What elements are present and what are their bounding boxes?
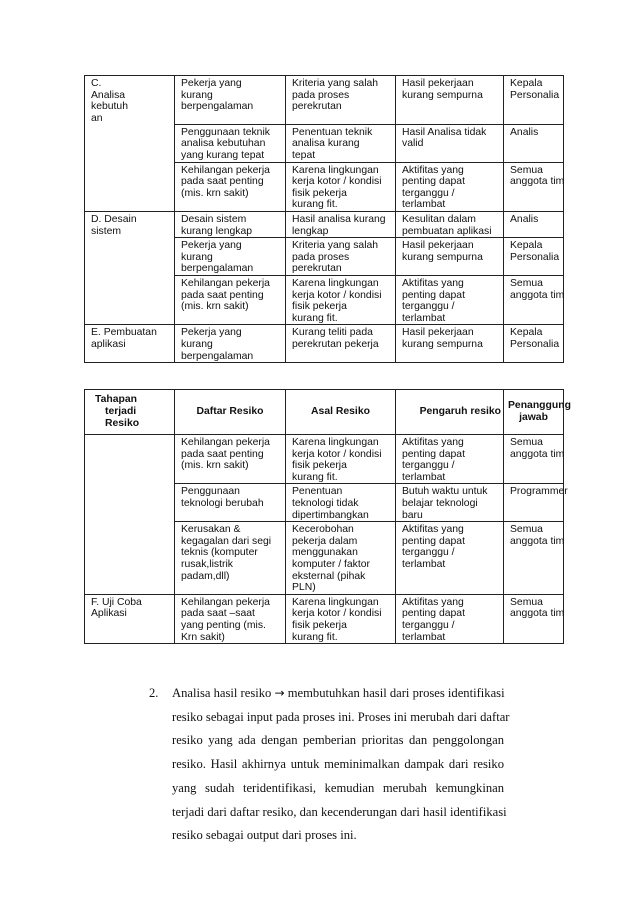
cell-text-line: kurang fit. bbox=[292, 312, 338, 324]
cell-text-line: (mis. krn sakit) bbox=[181, 301, 249, 313]
cell-text-line: Karena lingkungan bbox=[292, 437, 379, 448]
cell-text-line: Penentuan teknik bbox=[292, 126, 373, 138]
cell-text-line: Personalia bbox=[510, 89, 560, 101]
cell-pengaruh bbox=[396, 484, 504, 522]
cell-pj bbox=[504, 212, 564, 238]
cell-text-line: E. Pembuatan bbox=[91, 327, 157, 339]
cell-text-line: perekrutan pekerja bbox=[292, 338, 379, 350]
cell-text-line: Semua bbox=[510, 437, 543, 448]
cell-pj bbox=[504, 124, 564, 162]
cell-asal bbox=[286, 325, 396, 363]
cell-text-line: F. Uji Coba bbox=[91, 596, 142, 608]
table-row bbox=[85, 162, 564, 211]
cell-text-line: anggota tim bbox=[510, 176, 565, 188]
cell-text-line: Analis bbox=[510, 214, 539, 226]
cell-tahap bbox=[85, 76, 175, 125]
cell-text-line: Karena lingkungan bbox=[292, 164, 379, 176]
cell-text-line: belajar teknologi bbox=[402, 497, 478, 509]
cell-text-line: Semua bbox=[510, 596, 543, 608]
cell-text-line: kurang sempurna bbox=[402, 89, 483, 101]
cell-text-line: perekrutan bbox=[292, 101, 342, 113]
cell-text-line: kurang fit. bbox=[292, 631, 338, 643]
cell-text-line: Kehilangan pekerja bbox=[181, 596, 270, 608]
cell-text-line: Butuh waktu untuk bbox=[402, 486, 488, 498]
cell-text-line: terganggu / bbox=[402, 460, 455, 472]
cell-text-line: lengkap bbox=[292, 225, 329, 237]
cell-text-line: padam,dll) bbox=[181, 570, 230, 582]
header-tahapan bbox=[85, 390, 175, 435]
cell-pj bbox=[504, 238, 564, 276]
cell-text-line: Aktifitas yang bbox=[402, 437, 464, 448]
cell-text-line: anggota tim bbox=[510, 448, 565, 460]
cell-daftar bbox=[175, 76, 286, 125]
paragraph-line bbox=[172, 682, 504, 706]
risk-table-1-body bbox=[85, 76, 564, 363]
table-row bbox=[85, 124, 564, 162]
cell-text-line: PLN) bbox=[292, 582, 316, 594]
paragraph-line: terjadi dari daftar resiko, dan kecenderungan dari hasil identifikasi bbox=[172, 804, 507, 819]
cell-text-line: penting dapat bbox=[402, 608, 465, 620]
cell-pj bbox=[504, 325, 564, 363]
cell-tahap bbox=[85, 484, 175, 522]
cell-pengaruh bbox=[396, 124, 504, 162]
cell-daftar bbox=[175, 594, 286, 643]
cell-text-line: yang kurang tepat bbox=[181, 150, 265, 162]
cell-text-line: Desain sistem bbox=[181, 214, 247, 226]
cell-text-line: kurang bbox=[181, 89, 213, 101]
cell-text-line: Personalia bbox=[510, 251, 560, 263]
cell-daftar bbox=[175, 212, 286, 238]
cell-text-line: Penggunaan bbox=[181, 486, 240, 498]
table-row bbox=[85, 325, 564, 363]
table-row bbox=[85, 238, 564, 276]
cell-text-line: pekerja dalam bbox=[292, 535, 358, 547]
paragraph-body bbox=[172, 682, 510, 848]
cell-text-line: terganggu / bbox=[402, 301, 455, 313]
cell-asal bbox=[286, 238, 396, 276]
cell-text-line: Hasil pekerjaan bbox=[402, 240, 474, 252]
cell-asal bbox=[286, 76, 396, 125]
cell-pj bbox=[504, 76, 564, 125]
cell-daftar bbox=[175, 325, 286, 363]
cell-asal bbox=[286, 435, 396, 484]
cell-text-line: Semua bbox=[510, 524, 543, 536]
cell-asal bbox=[286, 522, 396, 595]
cell-text-line: Kepala bbox=[510, 327, 543, 339]
header-tahapan-line: terjadi bbox=[105, 406, 137, 417]
cell-text-line: Hasil pekerjaan bbox=[402, 78, 474, 89]
cell-text-line: berpengalaman bbox=[181, 101, 254, 113]
cell-text-line: terlambat bbox=[402, 471, 446, 483]
cell-text-line: penting dapat bbox=[402, 176, 465, 188]
cell-asal bbox=[286, 212, 396, 238]
cell-text-line: kurang bbox=[181, 338, 213, 350]
table-row bbox=[85, 212, 564, 238]
cell-text-line: aplikasi bbox=[91, 338, 126, 350]
header-daftar-resiko: Daftar Resiko bbox=[175, 390, 286, 435]
cell-asal bbox=[286, 162, 396, 211]
cell-text-line: tepat bbox=[292, 150, 316, 162]
cell-text-line: Karena lingkungan bbox=[292, 596, 379, 608]
cell-pengaruh bbox=[396, 522, 504, 595]
cell-text-line: Programmer bbox=[510, 486, 568, 498]
cell-tahap bbox=[85, 212, 175, 238]
cell-text-line: terganggu / bbox=[402, 547, 455, 559]
cell-text-line: rusak,listrik bbox=[181, 558, 233, 570]
cell-text-line: penting dapat bbox=[402, 448, 465, 460]
cell-text-line: pada saat –saat bbox=[181, 608, 255, 620]
cell-tahap bbox=[85, 435, 175, 484]
cell-text-line: kerja kotor / kondisi bbox=[292, 289, 382, 301]
cell-tahap bbox=[85, 162, 175, 211]
cell-daftar bbox=[175, 276, 286, 325]
cell-text-line: Kehilangan pekerja bbox=[181, 278, 270, 289]
cell-text-line: (mis. krn sakit) bbox=[181, 187, 249, 199]
cell-text-line: Analis bbox=[510, 126, 539, 138]
cell-pj bbox=[504, 522, 564, 595]
risk-table-2 bbox=[84, 389, 571, 644]
cell-text-line: Semua bbox=[510, 278, 543, 289]
cell-text-line: D. Desain bbox=[91, 214, 137, 226]
cell-pj bbox=[504, 435, 564, 484]
cell-text-line: fisik pekerja bbox=[292, 619, 347, 631]
cell-text-line: anggota tim bbox=[510, 608, 565, 620]
paragraph-line: yang sudah teridentifikasi, kemudian merubah kemungkinan bbox=[172, 780, 504, 795]
paragraph-line: resiko sebagai input pada proses ini. Proses ini merubah dari daftar bbox=[172, 709, 510, 724]
table-row bbox=[85, 594, 564, 643]
table-row bbox=[85, 522, 564, 595]
cell-text-line: Aktifitas yang bbox=[402, 278, 464, 289]
list-number: 2. bbox=[149, 686, 159, 700]
cell-text-line: teknologi tidak bbox=[292, 497, 359, 509]
table-row bbox=[85, 484, 564, 522]
cell-text-line: kerja kotor / kondisi bbox=[292, 608, 382, 620]
cell-text-line: teknologi berubah bbox=[181, 497, 264, 509]
cell-text-line: kegagalan dari segi bbox=[181, 535, 272, 547]
cell-pengaruh bbox=[396, 162, 504, 211]
cell-tahap bbox=[85, 522, 175, 595]
cell-text-line: pada proses bbox=[292, 251, 350, 263]
cell-text-line: fisik pekerja bbox=[292, 301, 347, 313]
cell-text-line: terlambat bbox=[402, 558, 446, 570]
cell-text-line: terganggu / bbox=[402, 619, 455, 631]
cell-pj bbox=[504, 162, 564, 211]
cell-daftar bbox=[175, 484, 286, 522]
cell-text-line: Kecerobohan bbox=[292, 524, 354, 536]
cell-text-line: pembuatan aplikasi bbox=[402, 225, 492, 237]
cell-text-line: Kerusakan & bbox=[181, 524, 241, 536]
cell-text-line: Hasil analisa kurang bbox=[292, 214, 386, 226]
cell-text-line: penting dapat bbox=[402, 535, 465, 547]
arrow-right-icon: → bbox=[274, 686, 285, 700]
cell-text-line: Aktifitas yang bbox=[402, 164, 464, 176]
paragraph-line: resiko. Hasil akhirnya untuk meminimalkan dampak dari resiko bbox=[172, 757, 504, 772]
paragraph-line: resiko sebagai output dari proses ini. bbox=[172, 828, 357, 843]
table-row bbox=[85, 435, 564, 484]
cell-daftar bbox=[175, 522, 286, 595]
cell-text-line: Kepala bbox=[510, 78, 543, 89]
cell-text-line: teknis (komputer bbox=[181, 547, 258, 559]
table-header-row bbox=[85, 390, 564, 435]
cell-pengaruh bbox=[396, 435, 504, 484]
cell-text-line: analisa kebutuhan bbox=[181, 138, 266, 150]
cell-text-line: valid bbox=[402, 138, 424, 150]
cell-text-line: kerja kotor / kondisi bbox=[292, 448, 382, 460]
cell-text-line: terlambat bbox=[402, 631, 446, 643]
cell-text-line: kurang bbox=[181, 251, 213, 263]
cell-text-line: Penentuan bbox=[292, 486, 343, 498]
cell-text-line: yang penting (mis. bbox=[181, 619, 266, 631]
cell-text-line: Kriteria yang salah bbox=[292, 78, 379, 89]
cell-text-line: kerja kotor / kondisi bbox=[292, 176, 382, 188]
cell-asal bbox=[286, 594, 396, 643]
cell-daftar bbox=[175, 238, 286, 276]
header-penanggung-jawab bbox=[504, 390, 571, 435]
cell-text-line: berpengalaman bbox=[181, 350, 254, 362]
cell-text-line: anggota tim bbox=[510, 535, 565, 547]
cell-pj bbox=[504, 594, 564, 643]
cell-text-line: pada proses bbox=[292, 89, 350, 101]
cell-pengaruh bbox=[396, 276, 504, 325]
cell-text-line: sistem bbox=[91, 225, 122, 237]
cell-text-line: eksternal (pihak bbox=[292, 570, 366, 582]
cell-text-line: terlambat bbox=[402, 199, 446, 211]
cell-text-line: penting dapat bbox=[402, 289, 465, 301]
cell-text-line: kurang fit. bbox=[292, 471, 338, 483]
cell-text-line: analisa kurang bbox=[292, 138, 360, 150]
cell-text-line: kurang sempurna bbox=[402, 251, 483, 263]
cell-text-line: komputer / faktor bbox=[292, 558, 370, 570]
cell-text-line: Kehilangan pekerja bbox=[181, 164, 270, 176]
cell-text-line: Karena lingkungan bbox=[292, 278, 379, 289]
cell-asal bbox=[286, 124, 396, 162]
header-pj-line: Penanggung bbox=[508, 400, 571, 412]
cell-asal bbox=[286, 276, 396, 325]
header-tahapan-line: Tahapan bbox=[95, 394, 137, 405]
paragraph-text: membutuhkan hasil dari proses identifikasi bbox=[287, 686, 505, 700]
cell-text-line: kurang fit. bbox=[292, 199, 338, 211]
cell-text-line: Hasil pekerjaan bbox=[402, 327, 474, 339]
cell-pengaruh bbox=[396, 325, 504, 363]
cell-text-line: Aplikasi bbox=[91, 608, 127, 620]
cell-tahap bbox=[85, 276, 175, 325]
cell-text-line: Pekerja yang bbox=[181, 240, 242, 252]
cell-tahap bbox=[85, 238, 175, 276]
cell-daftar bbox=[175, 435, 286, 484]
cell-pengaruh bbox=[396, 212, 504, 238]
cell-pengaruh bbox=[396, 238, 504, 276]
risk-table-2-body bbox=[85, 390, 571, 644]
cell-text-line: Personalia bbox=[510, 338, 560, 350]
table-row bbox=[85, 276, 564, 325]
cell-asal bbox=[286, 484, 396, 522]
cell-text-line: Hasil Analisa tidak bbox=[402, 126, 487, 138]
cell-text-line: Pekerja yang bbox=[181, 327, 242, 339]
cell-pj bbox=[504, 484, 568, 522]
cell-text-line: anggota tim bbox=[510, 289, 565, 301]
cell-text-line: terganggu / bbox=[402, 187, 455, 199]
cell-text-line: baru bbox=[402, 509, 423, 521]
cell-text-line: Aktifitas yang bbox=[402, 596, 464, 608]
cell-text-line: pada saat penting bbox=[181, 176, 264, 188]
header-asal-resiko: Asal Resiko bbox=[286, 390, 396, 435]
cell-text-line: Kriteria yang salah bbox=[292, 240, 379, 252]
cell-text-line: terlambat bbox=[402, 312, 446, 324]
cell-text-line: menggunakan bbox=[292, 547, 358, 559]
cell-text-line: Kepala bbox=[510, 240, 543, 252]
cell-pengaruh bbox=[396, 594, 504, 643]
cell-text-line: dipertimbangkan bbox=[292, 509, 369, 521]
cell-tahap bbox=[85, 325, 175, 363]
risk-table-1 bbox=[84, 75, 564, 363]
cell-text-line: Kurang teliti pada bbox=[292, 327, 373, 339]
cell-text-line: (mis. krn sakit) bbox=[181, 460, 249, 472]
cell-text-line: Krn sakit) bbox=[181, 631, 225, 643]
analysis-paragraph bbox=[149, 682, 510, 848]
cell-text-line: an bbox=[91, 112, 103, 124]
paragraph-line: resiko yang ada dengan pemberian prioritas dan penggolongan bbox=[172, 733, 504, 748]
header-pj-line: jawab bbox=[519, 412, 548, 423]
cell-text-line: fisik pekerja bbox=[292, 187, 347, 199]
cell-tahap bbox=[85, 594, 175, 643]
cell-text-line: Pekerja yang bbox=[181, 78, 242, 89]
cell-text-line: Kesulitan dalam bbox=[402, 214, 476, 226]
header-tahapan-line: Resiko bbox=[105, 418, 140, 429]
cell-text-line: C. bbox=[91, 78, 102, 89]
cell-daftar bbox=[175, 162, 286, 211]
cell-text-line: Kehilangan pekerja bbox=[181, 437, 270, 448]
cell-daftar bbox=[175, 124, 286, 162]
cell-text-line: kebutuh bbox=[91, 101, 128, 113]
cell-text-line: perekrutan bbox=[292, 263, 342, 275]
cell-text-line: kurang lengkap bbox=[181, 225, 253, 237]
cell-text-line: Aktifitas yang bbox=[402, 524, 464, 536]
cell-text-line: Analisa bbox=[91, 89, 126, 101]
table-row bbox=[85, 76, 564, 125]
cell-text-line: Penggunaan teknik bbox=[181, 126, 270, 138]
paragraph-lead-text: Analisa hasil resiko bbox=[172, 686, 272, 700]
cell-text-line: kurang sempurna bbox=[402, 338, 483, 350]
cell-pj bbox=[504, 276, 564, 325]
cell-tahap bbox=[85, 124, 175, 162]
header-pengaruh-resiko: Pengaruh resiko bbox=[396, 390, 504, 435]
cell-pengaruh bbox=[396, 76, 504, 125]
cell-text-line: pada saat penting bbox=[181, 289, 264, 301]
cell-text-line: pada saat penting bbox=[181, 448, 264, 460]
cell-text-line: berpengalaman bbox=[181, 263, 254, 275]
cell-text-line: Semua bbox=[510, 164, 543, 176]
cell-text-line: fisik pekerja bbox=[292, 460, 347, 472]
